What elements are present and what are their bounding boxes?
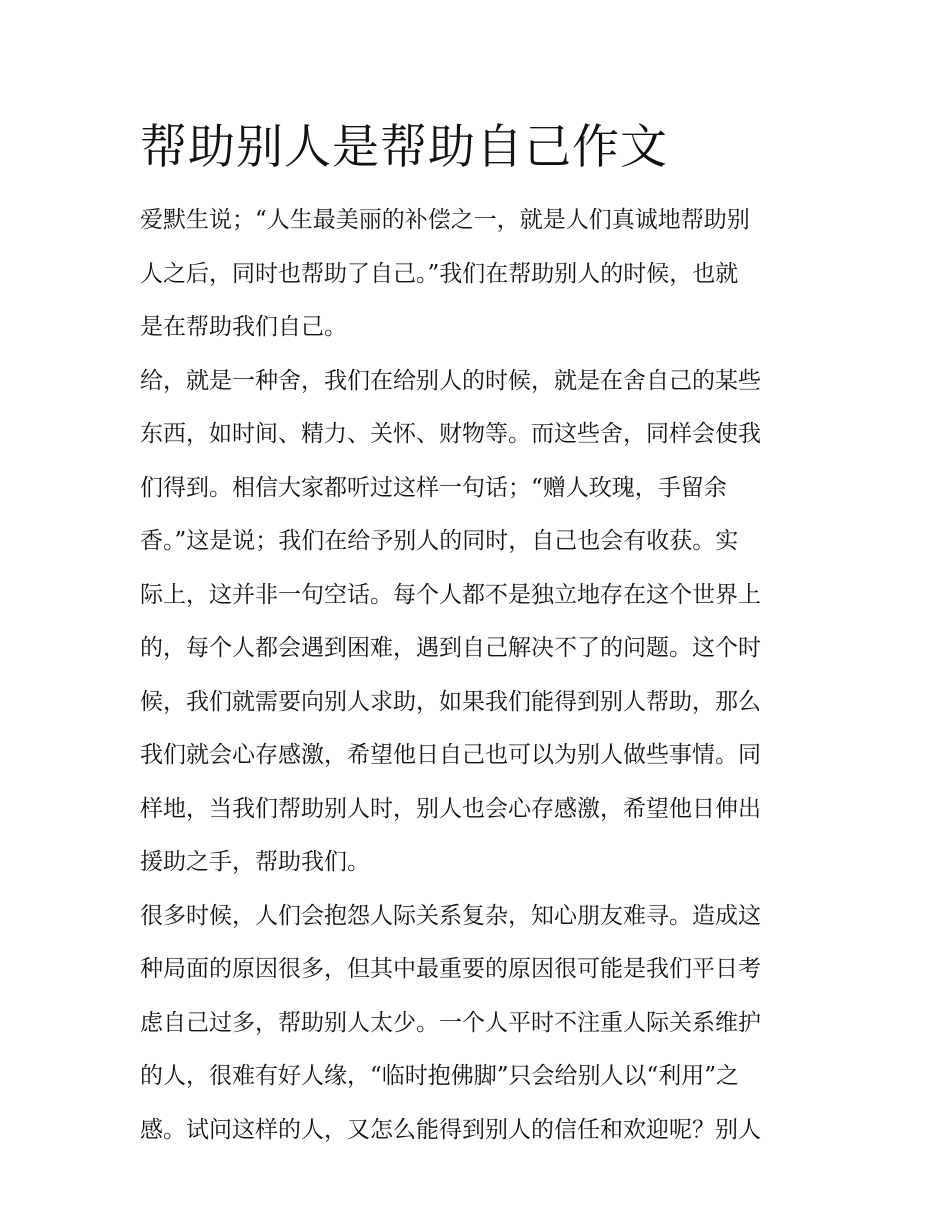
paragraph-line: 援助之手，帮助我们。 <box>140 849 370 875</box>
paragraph-line: 的，每个人都会遇到困难，遇到自己解决不了的问题。这个时 <box>140 635 761 661</box>
paragraph-line: 人之后，同时也帮助了自己。”我们在帮助别人的时候，也就 <box>140 260 739 287</box>
paragraph-line: 种局面的原因很多，但其中最重要的原因很可能是我们平日考 <box>140 956 761 982</box>
paragraph-2 <box>140 355 815 890</box>
document-title: 帮助别人是帮助自己作文 <box>140 120 668 175</box>
paragraph-1 <box>140 194 815 355</box>
paragraph-line: 是在帮助我们自己。 <box>140 314 347 340</box>
paragraph-line: 我们就会心存感激，希望他日自己也可以为别人做些事情。同 <box>140 742 761 768</box>
paragraph-line: 东西，如时间、精力、关怀、财物等。而这些舍，同样会使我 <box>140 421 761 447</box>
paragraph-line: 给，就是一种舍，我们在给别人的时候，就是在舍自己的某些 <box>140 367 761 394</box>
paragraph-line: 样地，当我们帮助别人时，别人也会心存感激，希望他日伸出 <box>140 795 761 822</box>
paragraph-line: 的人，很难有好人缘，“临时抱佛脚”只会给别人以“利用”之 <box>140 1063 740 1089</box>
document-page <box>140 110 815 1157</box>
paragraph-line: 很多时候，人们会抱怨人际关系复杂，知心朋友难寻。造成这 <box>140 902 761 929</box>
paragraph-line: 候，我们就需要向别人求助，如果我们能得到别人帮助，那么 <box>140 688 761 715</box>
paragraph-line: 感。试问这样的人，又怎么能得到别人的信任和欢迎呢？别人 <box>140 1116 761 1143</box>
paragraph-line: 们得到。相信大家都听过这样一句话；“赠人玫瑰，手留余 <box>140 474 727 501</box>
paragraph-3 <box>140 890 815 1158</box>
paragraph-line: 香。”这是说；我们在给予别人的同时，自己也会有收获。实 <box>140 528 739 554</box>
paragraph-line: 爱默生说；“人生最美丽的补偿之一，就是人们真诚地帮助别 <box>140 207 750 233</box>
paragraph-line: 虑自己过多，帮助别人太少。一个人平时不注重人际关系维护 <box>140 1009 761 1036</box>
paragraph-line: 际上，这并非一句空话。每个人都不是独立地存在这个世界上 <box>140 581 761 608</box>
